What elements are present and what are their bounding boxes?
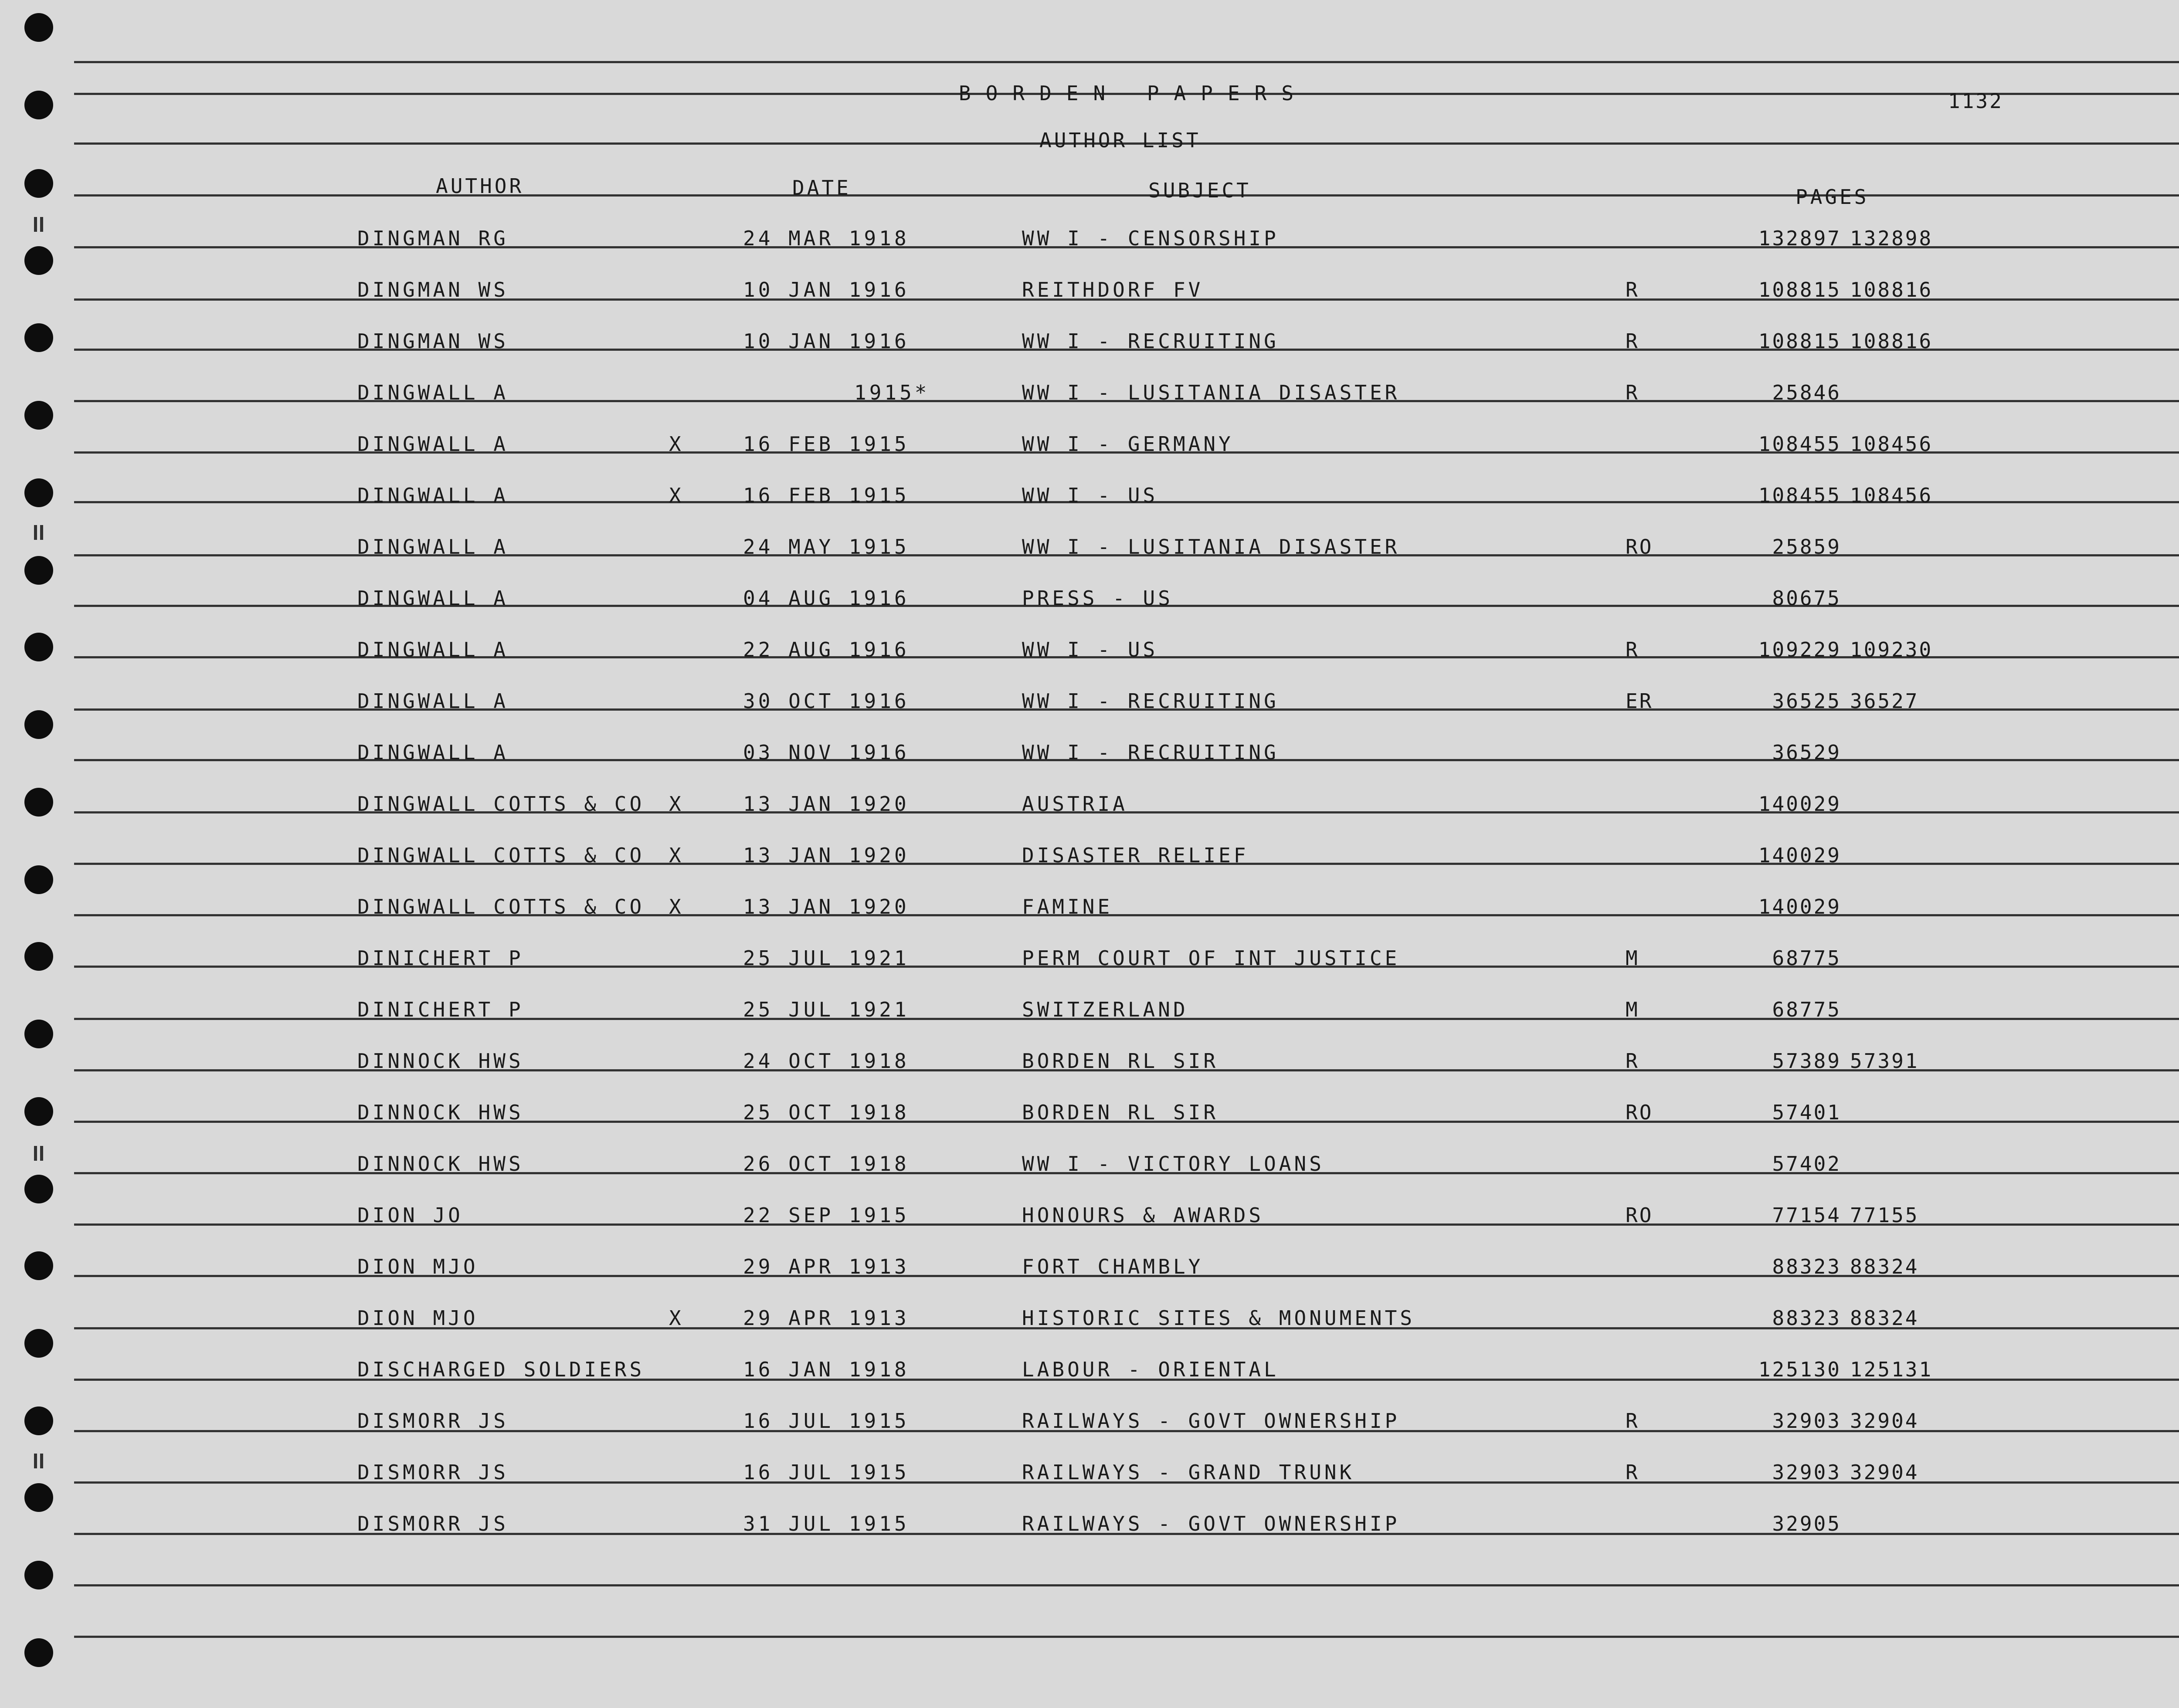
date-cell: 04 AUG 1916 xyxy=(743,586,910,610)
page-end: 108456 xyxy=(1850,432,1933,456)
author-cell: DINGWALL COTTS & CO xyxy=(357,844,645,867)
date-cell: 13 JAN 1920 xyxy=(743,895,910,918)
feed-hole xyxy=(24,169,53,198)
page-start: 108815 xyxy=(1758,329,1841,353)
author-cell: DINGMAN WS xyxy=(357,278,509,302)
author-cell: DINGWALL COTTS & CO xyxy=(357,792,645,816)
author-cell: DINGWALL A xyxy=(357,432,509,456)
flag-cell: R xyxy=(1626,278,1639,302)
page-start: 108455 xyxy=(1758,432,1841,456)
pages-cell xyxy=(1734,1101,1850,1124)
page-start: 32905 xyxy=(1772,1512,1841,1535)
table-row xyxy=(0,689,2179,733)
date-cell: 13 JAN 1920 xyxy=(743,844,910,867)
subject-cell: WW I - RECRUITING xyxy=(1022,329,1279,353)
x-marker-cell: X xyxy=(669,792,681,816)
table-row xyxy=(0,381,2179,424)
pages-cell xyxy=(1734,1049,1919,1073)
table-row xyxy=(0,1101,2179,1144)
author-cell: DINGWALL A xyxy=(357,484,509,507)
subject-cell: BORDEN RL SIR xyxy=(1022,1049,1219,1073)
column-header-subject: SUBJECT xyxy=(1148,179,1251,202)
x-marker-cell: X xyxy=(669,1306,681,1330)
page-start: 88323 xyxy=(1772,1306,1841,1330)
subject-cell: FORT CHAMBLY xyxy=(1022,1255,1204,1278)
date-cell: 29 APR 1913 xyxy=(743,1255,910,1278)
date-cell: 25 OCT 1918 xyxy=(743,1101,910,1124)
date-cell: 24 MAR 1918 xyxy=(743,227,910,250)
table-row xyxy=(0,638,2179,681)
table-row xyxy=(0,1461,2179,1504)
flag-cell: R xyxy=(1626,638,1639,661)
author-cell: DINGWALL A xyxy=(357,381,509,404)
author-cell: DION MJO xyxy=(357,1255,479,1278)
table-row xyxy=(0,1512,2179,1556)
page-start: 57401 xyxy=(1772,1101,1841,1124)
page-start: 57389 xyxy=(1772,1049,1841,1073)
pages-cell xyxy=(1734,432,1933,456)
page-start: 32903 xyxy=(1772,1461,1841,1484)
table-row xyxy=(0,329,2179,373)
table-row xyxy=(0,895,2179,939)
page-start: 80675 xyxy=(1772,586,1841,610)
date-cell: 30 OCT 1916 xyxy=(743,689,910,713)
flag-cell: ER xyxy=(1626,689,1653,713)
pages-cell xyxy=(1734,278,1933,302)
author-cell: DINICHERT P xyxy=(357,998,524,1021)
subject-cell: DISASTER RELIEF xyxy=(1022,844,1249,867)
author-cell: DINGWALL A xyxy=(357,586,509,610)
table-row xyxy=(0,792,2179,836)
subject-cell: HISTORIC SITES & MONUMENTS xyxy=(1022,1306,1415,1330)
table-row xyxy=(0,1049,2179,1093)
subject-cell: RAILWAYS - GRAND TRUNK xyxy=(1022,1461,1355,1484)
pages-cell xyxy=(1734,638,1933,661)
table-row xyxy=(0,484,2179,527)
author-cell: DINGMAN WS xyxy=(357,329,509,353)
subject-cell: LABOUR - ORIENTAL xyxy=(1022,1358,1279,1381)
date-cell: 22 AUG 1916 xyxy=(743,638,910,661)
table-row xyxy=(0,1409,2179,1453)
date-cell: 10 JAN 1916 xyxy=(743,278,910,302)
feed-hole xyxy=(24,13,53,42)
pages-cell xyxy=(1734,792,1850,816)
page-start: 36525 xyxy=(1772,689,1841,713)
page-end: 108816 xyxy=(1850,278,1933,302)
pages-cell xyxy=(1734,586,1850,610)
table-row xyxy=(0,844,2179,887)
page-end: 88324 xyxy=(1850,1306,1919,1330)
subject-cell: WW I - LUSITANIA DISASTER xyxy=(1022,381,1400,404)
author-cell: DION JO xyxy=(357,1203,463,1227)
flag-cell: R xyxy=(1626,381,1639,404)
subject-cell: AUSTRIA xyxy=(1022,792,1128,816)
page-start: 108815 xyxy=(1758,278,1841,302)
subject-cell: FAMINE xyxy=(1022,895,1113,918)
subject-cell: BORDEN RL SIR xyxy=(1022,1101,1219,1124)
table-row xyxy=(0,1255,2179,1298)
pages-cell xyxy=(1734,227,1933,250)
date-cell: 24 MAY 1915 xyxy=(743,535,910,559)
flag-cell: M xyxy=(1626,946,1639,970)
table-row xyxy=(0,278,2179,322)
subject-cell: WW I - VICTORY LOANS xyxy=(1022,1152,1324,1176)
x-marker-cell: X xyxy=(669,844,681,867)
pages-cell xyxy=(1734,1512,1850,1535)
date-cell: 31 JUL 1915 xyxy=(743,1512,910,1535)
subject-cell: WW I - US xyxy=(1022,638,1158,661)
pages-cell xyxy=(1734,1461,1919,1484)
author-cell: DINGWALL A xyxy=(357,741,509,764)
author-cell: DISMORR JS xyxy=(357,1512,509,1535)
flag-cell: RO xyxy=(1626,1101,1653,1124)
subject-cell: SWITZERLAND xyxy=(1022,998,1188,1021)
document-subtitle: AUTHOR LIST xyxy=(1039,129,1201,152)
flag-cell: RO xyxy=(1626,535,1653,559)
page-number: 1132 xyxy=(1948,89,2003,113)
flag-cell: R xyxy=(1626,1461,1639,1484)
pages-cell xyxy=(1734,1358,1933,1381)
feed-hole xyxy=(24,1561,53,1589)
subject-cell: PRESS - US xyxy=(1022,586,1173,610)
author-cell: DINGWALL A xyxy=(357,689,509,713)
page-end: 57391 xyxy=(1850,1049,1919,1073)
table-row xyxy=(0,227,2179,270)
table-row xyxy=(0,998,2179,1041)
page-end: 108816 xyxy=(1850,329,1933,353)
document-title: BORDEN PAPERS xyxy=(959,81,1309,105)
x-marker-cell: X xyxy=(669,895,681,918)
x-marker-cell: X xyxy=(669,432,681,456)
pages-cell xyxy=(1734,741,1850,764)
page-start: 108455 xyxy=(1758,484,1841,507)
page-end: 132898 xyxy=(1850,227,1933,250)
x-marker-cell: X xyxy=(669,484,681,507)
table-row xyxy=(0,741,2179,784)
table-row xyxy=(0,1358,2179,1401)
page-start: 25846 xyxy=(1772,381,1841,404)
page-end: 109230 xyxy=(1850,638,1933,661)
table-row xyxy=(0,946,2179,990)
author-cell: DINNOCK HWS xyxy=(357,1049,524,1073)
page-end: 32904 xyxy=(1850,1409,1919,1433)
rule-line xyxy=(74,1636,2179,1638)
table-row xyxy=(0,535,2179,579)
pages-cell xyxy=(1734,535,1850,559)
author-cell: DISCHARGED SOLDIERS xyxy=(357,1358,645,1381)
pages-cell xyxy=(1734,484,1933,507)
page-start: 25859 xyxy=(1772,535,1841,559)
rule-line xyxy=(74,1584,2179,1586)
pages-cell xyxy=(1734,844,1850,867)
column-header-date: DATE xyxy=(792,176,851,200)
date-cell: 16 JUL 1915 xyxy=(743,1409,910,1433)
column-header-pages: PAGES xyxy=(1795,185,1869,209)
table-row xyxy=(0,586,2179,630)
author-cell: DINGMAN RG xyxy=(357,227,509,250)
author-cell: DINICHERT P xyxy=(357,946,524,970)
author-cell: DINNOCK HWS xyxy=(357,1152,524,1176)
author-cell: DINGWALL A xyxy=(357,535,509,559)
page-end: 36527 xyxy=(1850,689,1919,713)
flag-cell: R xyxy=(1626,1049,1639,1073)
author-cell: DINGWALL COTTS & CO xyxy=(357,895,645,918)
page-start: 36529 xyxy=(1772,741,1841,764)
subject-cell: PERM COURT OF INT JUSTICE xyxy=(1022,946,1400,970)
flag-cell: M xyxy=(1626,998,1639,1021)
pages-cell xyxy=(1734,946,1850,970)
date-cell: 10 JAN 1916 xyxy=(743,329,910,353)
date-cell: 16 FEB 1915 xyxy=(743,432,910,456)
pages-cell xyxy=(1734,1203,1919,1227)
table-row xyxy=(0,1306,2179,1350)
date-cell: 25 JUL 1921 xyxy=(743,946,910,970)
pages-cell xyxy=(1734,1409,1919,1433)
pages-cell xyxy=(1734,689,1919,713)
page-start: 140029 xyxy=(1758,895,1841,918)
pages-cell xyxy=(1734,895,1850,918)
pages-cell xyxy=(1734,998,1850,1021)
date-cell: 22 SEP 1915 xyxy=(743,1203,910,1227)
subject-cell: REITHDORF FV xyxy=(1022,278,1204,302)
date-cell: 1915* xyxy=(854,381,930,404)
page-end: 77155 xyxy=(1850,1203,1919,1227)
page-start: 32903 xyxy=(1772,1409,1841,1433)
pages-cell xyxy=(1734,1255,1919,1278)
date-cell: 24 OCT 1918 xyxy=(743,1049,910,1073)
table-row xyxy=(0,1203,2179,1247)
author-cell: DINGWALL A xyxy=(357,638,509,661)
date-cell: 16 FEB 1915 xyxy=(743,484,910,507)
table-row xyxy=(0,1152,2179,1196)
author-cell: DISMORR JS xyxy=(357,1409,509,1433)
subject-cell: WW I - RECRUITING xyxy=(1022,741,1279,764)
subject-cell: HONOURS & AWARDS xyxy=(1022,1203,1264,1227)
author-cell: DION MJO xyxy=(357,1306,479,1330)
subject-cell: RAILWAYS - GOVT OWNERSHIP xyxy=(1022,1409,1400,1433)
date-cell: 29 APR 1913 xyxy=(743,1306,910,1330)
page-end: 125131 xyxy=(1850,1358,1933,1381)
feed-hole xyxy=(24,1638,53,1667)
page-end: 32904 xyxy=(1850,1461,1919,1484)
page-start: 88323 xyxy=(1772,1255,1841,1278)
page-start: 68775 xyxy=(1772,946,1841,970)
page-start: 77154 xyxy=(1772,1203,1841,1227)
subject-cell: WW I - GERMANY xyxy=(1022,432,1234,456)
subject-cell: WW I - CENSORSHIP xyxy=(1022,227,1279,250)
page-start: 132897 xyxy=(1758,227,1841,250)
table-row xyxy=(0,432,2179,476)
flag-cell: RO xyxy=(1626,1203,1653,1227)
date-cell: 25 JUL 1921 xyxy=(743,998,910,1021)
subject-cell: RAILWAYS - GOVT OWNERSHIP xyxy=(1022,1512,1400,1535)
feed-hole xyxy=(24,91,53,119)
page-end: 88324 xyxy=(1850,1255,1919,1278)
column-header-author: AUTHOR xyxy=(436,174,524,198)
page-start: 109229 xyxy=(1758,638,1841,661)
pages-cell xyxy=(1734,329,1933,353)
pages-cell xyxy=(1734,1306,1919,1330)
date-cell: 13 JAN 1920 xyxy=(743,792,910,816)
subject-cell: WW I - LUSITANIA DISASTER xyxy=(1022,535,1400,559)
date-cell: 16 JUL 1915 xyxy=(743,1461,910,1484)
page-start: 140029 xyxy=(1758,844,1841,867)
date-cell: 16 JAN 1918 xyxy=(743,1358,910,1381)
subject-cell: WW I - US xyxy=(1022,484,1158,507)
author-cell: DINNOCK HWS xyxy=(357,1101,524,1124)
date-cell: 26 OCT 1918 xyxy=(743,1152,910,1176)
rule-line xyxy=(74,61,2179,63)
flag-cell: R xyxy=(1626,1409,1639,1433)
page-start: 125130 xyxy=(1758,1358,1841,1381)
pages-cell xyxy=(1734,381,1850,404)
page-end: 108456 xyxy=(1850,484,1933,507)
page-start: 68775 xyxy=(1772,998,1841,1021)
author-cell: DISMORR JS xyxy=(357,1461,509,1484)
flag-cell: R xyxy=(1626,329,1639,353)
date-cell: 03 NOV 1916 xyxy=(743,741,910,764)
page-start: 57402 xyxy=(1772,1152,1841,1176)
pages-cell xyxy=(1734,1152,1850,1176)
page-start: 140029 xyxy=(1758,792,1841,816)
subject-cell: WW I - RECRUITING xyxy=(1022,689,1279,713)
